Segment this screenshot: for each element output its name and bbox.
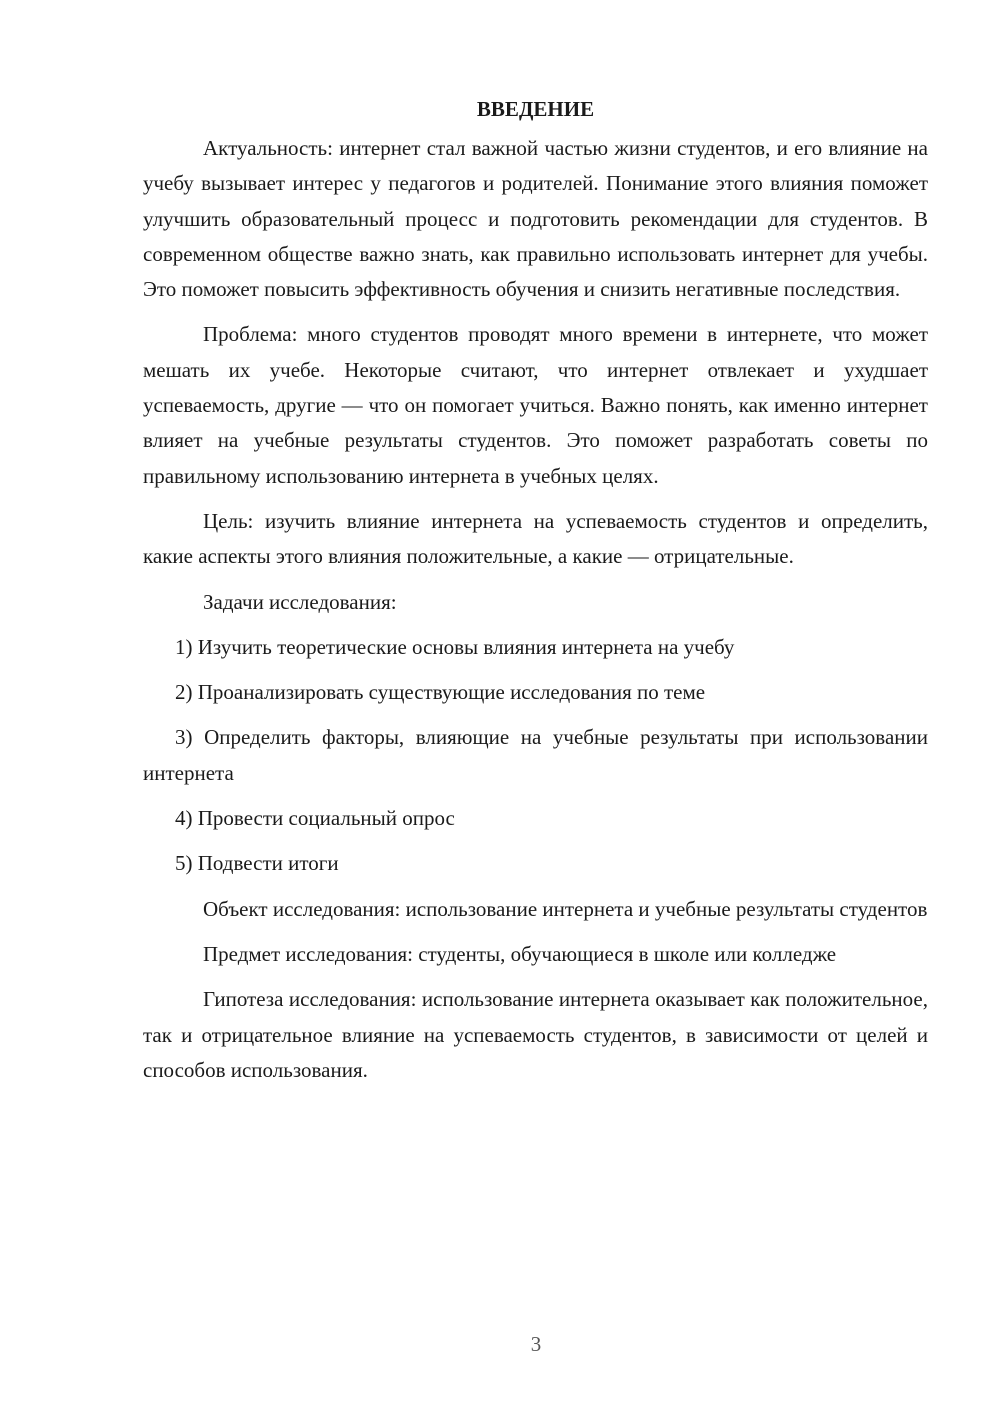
list-item: 5) Подвести итоги <box>175 851 339 876</box>
paragraph-hypothesis: Гипотеза исследования: использование интернета оказывает как положительное, так и отрицательное влияние на успеваемость студентов, в зависимости от целей и способов использования. <box>143 987 928 1082</box>
list-item: 2) Проанализировать существующие исследования по теме <box>175 680 706 705</box>
paragraph-problem: Проблема: много студентов проводят много времени в интернете, что может мешать их учебе. Некоторые считают, что интернет отвлекает и ухудшает успеваемость, другие — что он помогает учиться. Важно понять, как именно интернет влияет на учебные результаты студентов. Это поможет разработать советы по правильному использованию интернета в учебных целях. <box>143 322 928 488</box>
paragraph-goal: Цель: изучить влияние интернета на успеваемость студентов и определить, какие аспекты этого влияния положительные, а какие — отрицательные. <box>143 508 928 569</box>
page-number: 3 <box>530 1332 542 1356</box>
list-item: 4) Провести социальный опрос <box>175 806 455 831</box>
list-item: 1) Изучить теоретические основы влияния интернета на учебу <box>175 634 735 659</box>
page-title: ВВЕДЕНИЕ <box>476 97 595 121</box>
paragraph-relevance: Актуальность: интернет стал важной частью жизни студентов, и его влияние на учебу вызывает интерес у педагогов и родителей. Понимание этого влияния поможет улучшить образовательный процесс и подготовить рекомендации для студентов. В современном обществе важно знать, как правильно использовать интернет для учебы. Это поможет повысить эффективность обучения и снизить негативные последствия. <box>143 136 928 302</box>
tasks-heading: Задачи исследования: <box>203 589 397 614</box>
document-page <box>143 92 928 1098</box>
paragraph-object: Объект исследования: использование интернета и учебные результаты студентов <box>203 896 928 921</box>
tasks-list <box>143 630 928 882</box>
list-item: 3) Определить факторы, влияющие на учебные результаты при использовании интернета <box>143 725 928 785</box>
paragraph-subject: Предмет исследования: студенты, обучающиеся в школе или колледже <box>203 941 837 966</box>
